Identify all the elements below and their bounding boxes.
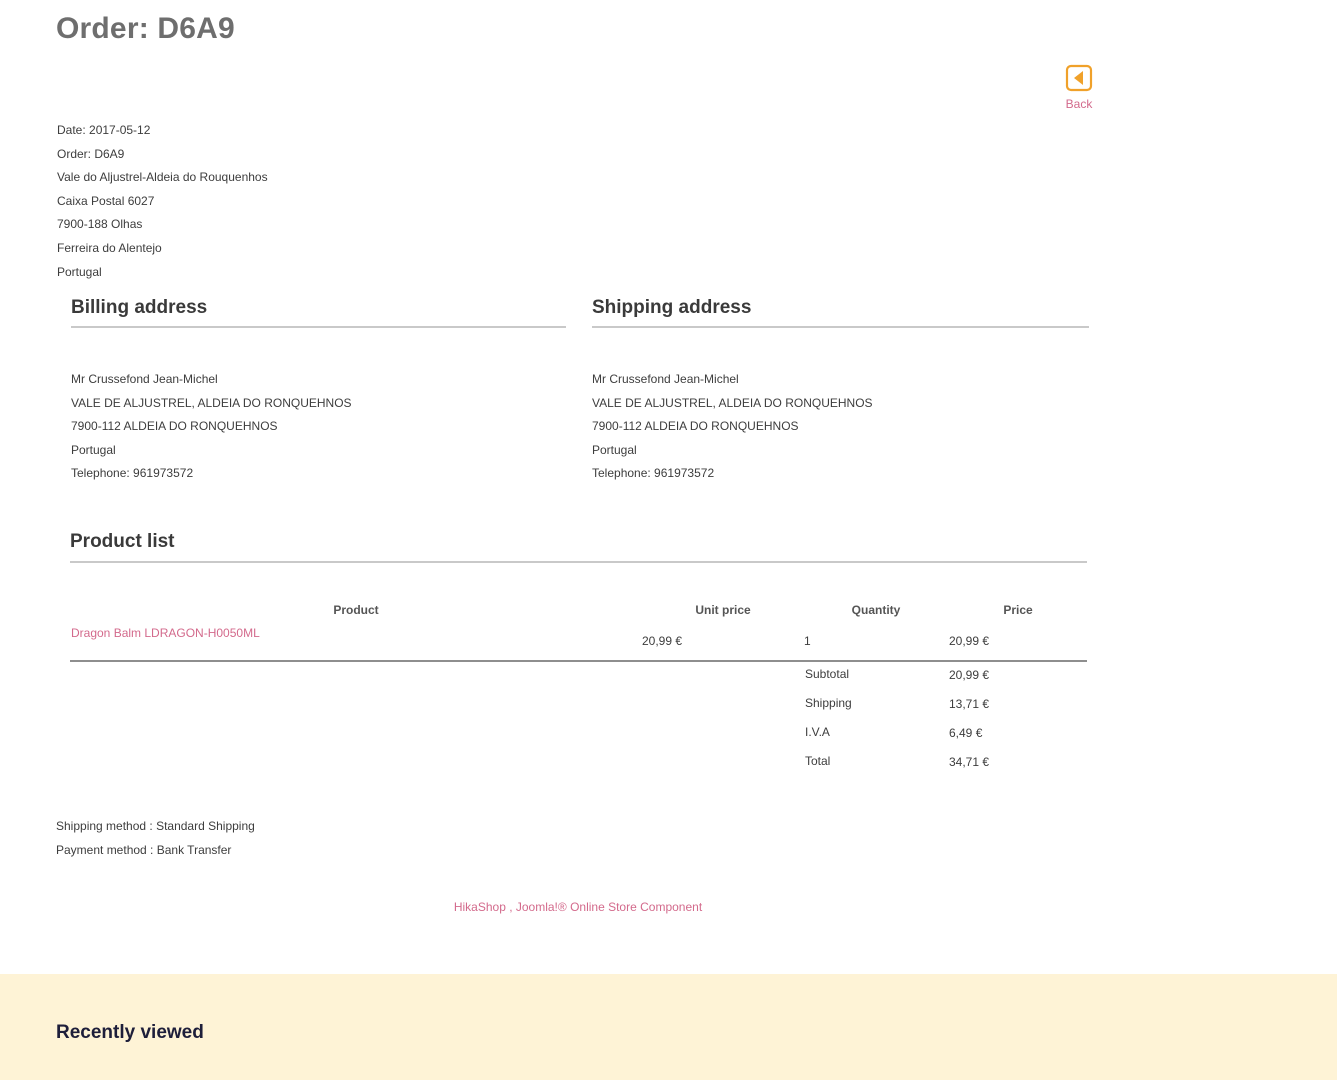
product-link[interactable]: Dragon Balm LDRAGON-H0050ML <box>71 626 260 640</box>
billing-name: Mr Crussefond Jean-Michel <box>71 372 218 386</box>
footer <box>0 900 1156 914</box>
shipping-country: Portugal <box>592 442 637 457</box>
recently-viewed-heading: Recently viewed <box>56 1022 204 1043</box>
shipping-divider <box>592 326 1089 328</box>
store-address-line-4: Ferreira do Alentejo <box>57 240 162 255</box>
shipping-city: 7900-112 ALDEIA DO RONQUEHNOS <box>592 419 799 434</box>
recently-viewed-section <box>0 974 1337 1080</box>
column-header-product: Product <box>333 603 379 617</box>
subtotal-value: 20,99 € <box>949 668 990 682</box>
back-arrow-icon <box>1056 64 1102 92</box>
shipping-cost-label: Shipping <box>805 696 852 710</box>
column-header-unit-price: Unit price <box>695 603 751 617</box>
shipping-cost-value: 13,71 € <box>949 697 990 711</box>
shipping-address <box>592 368 873 486</box>
store-address-line-2: Caixa Postal 6027 <box>57 193 155 208</box>
shipping-street: VALE DE ALJUSTREL, ALDEIA DO RONQUEHNOS <box>592 395 873 410</box>
store-address-line-1: Vale do Aljustrel-Aldeia do Rouquenhos <box>57 170 268 185</box>
shipping-name: Mr Crussefond Jean-Michel <box>592 372 739 386</box>
back-label: Back <box>1065 97 1093 111</box>
billing-telephone: Telephone: 961973572 <box>71 466 194 481</box>
store-address-country: Portugal <box>57 264 102 279</box>
shipping-address-heading: Shipping address <box>592 297 752 318</box>
back-button[interactable] <box>1056 64 1102 111</box>
total-value: 34,71 € <box>949 755 990 769</box>
tax-label: I.V.A <box>805 725 830 739</box>
page-title: Order: D6A9 <box>56 12 235 45</box>
product-price: 20,99 € <box>949 634 990 648</box>
billing-address <box>71 368 352 486</box>
product-quantity: 1 <box>804 634 811 648</box>
billing-street: VALE DE ALJUSTREL, ALDEIA DO RONQUEHNOS <box>71 395 352 410</box>
subtotal-label: Subtotal <box>805 667 850 681</box>
product-unit-price: 20,99 € <box>642 634 683 648</box>
order-number: Order: D6A9 <box>57 146 125 161</box>
billing-divider <box>71 326 566 328</box>
order-info <box>57 119 268 284</box>
hikashop-link[interactable]: HikaShop , Joomla!® Online Store Component <box>453 900 703 914</box>
billing-city: 7900-112 ALDEIA DO RONQUEHNOS <box>71 419 278 434</box>
order-methods <box>56 815 255 862</box>
billing-address-heading: Billing address <box>71 297 208 318</box>
product-list-heading: Product list <box>70 531 175 552</box>
order-date: Date: 2017-05-12 <box>57 123 151 137</box>
total-label: Total <box>805 754 831 768</box>
column-header-price: Price <box>1003 603 1033 617</box>
table-bottom-rule <box>70 660 1087 662</box>
shipping-telephone: Telephone: 961973572 <box>592 466 715 481</box>
tax-value: 6,49 € <box>949 726 983 740</box>
payment-method: Payment method : Bank Transfer <box>56 842 232 857</box>
shipping-method: Shipping method : Standard Shipping <box>56 819 255 833</box>
product-list-divider <box>70 561 1087 563</box>
billing-country: Portugal <box>71 442 116 457</box>
column-header-quantity: Quantity <box>851 603 901 617</box>
store-address-line-3: 7900-188 Olhas <box>57 217 143 232</box>
